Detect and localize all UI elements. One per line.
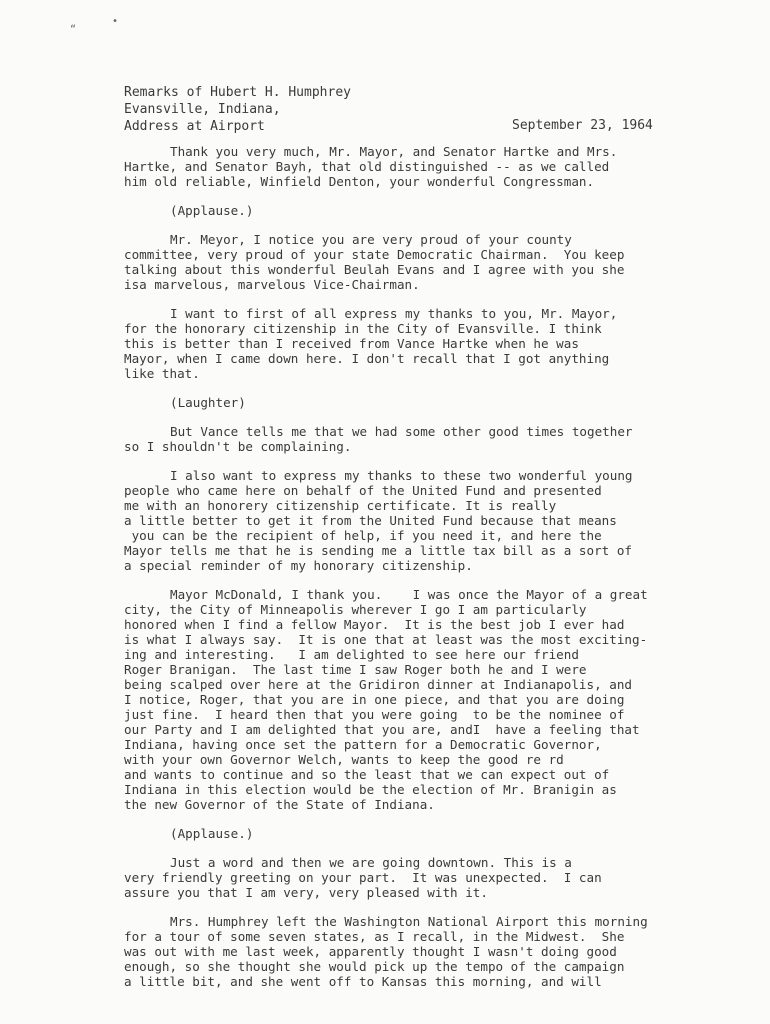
stray-mark: • — [112, 16, 119, 27]
text-line: (Laughter) — [170, 395, 246, 410]
paragraph — [124, 395, 744, 410]
text-line: Hartke, and Senator Bayh, that old distinguished -- as we called — [124, 159, 610, 174]
text-line: a little bit, and she went off to Kansas this morning, and will — [124, 974, 602, 989]
paragraph — [124, 306, 744, 381]
text-line: committee, very proud of your state Democratic Chairman. You keep — [124, 247, 625, 262]
text-line: a special reminder of my honorary citizenship. — [124, 558, 473, 573]
text-line: (Applause.) — [170, 203, 254, 218]
text-line: so I shouldn't be complaining. — [124, 439, 352, 454]
text-line: like that. — [124, 366, 200, 381]
stray-mark: “ — [70, 24, 77, 35]
text-line: very friendly greeting on your part. It was unexpected. I can — [124, 870, 602, 885]
paragraph — [124, 144, 744, 189]
text-line: ing and interesting. I am delighted to see here our friend — [124, 647, 579, 662]
text-line: But Vance tells me that we had some other good times together — [170, 424, 633, 439]
text-line: Mayor McDonald, I thank you. I was once the Mayor of a great — [170, 587, 648, 602]
document-body — [124, 144, 744, 1003]
text-line: Mayor tells me that he is sending me a little tax bill as a sort of — [124, 543, 632, 558]
paragraph — [124, 826, 744, 841]
text-line: Roger Branigan. The last time I saw Roger both he and I were — [124, 662, 587, 677]
text-line: Mayor, when I came down here. I don't recall that I got anything — [124, 351, 610, 366]
text-line: talking about this wonderful Beulah Evans and I agree with you she — [124, 262, 625, 277]
header-line: Evansville, Indiana, — [124, 102, 281, 117]
document-header — [124, 84, 351, 135]
text-line: I notice, Roger, that you are in one piece, and that you are doing — [124, 692, 625, 707]
paragraph — [124, 855, 744, 900]
header-line: Address at Airport — [124, 119, 265, 134]
header-line: Remarks of Hubert H. Humphrey — [124, 85, 351, 100]
text-line: (Applause.) — [170, 826, 254, 841]
paragraph — [124, 914, 744, 989]
text-line: just fine. I heard then that you were going to be the nominee of — [124, 707, 625, 722]
paragraph — [124, 587, 744, 812]
text-line: Indiana, having once set the pattern for a Democratic Governor, — [124, 737, 602, 752]
text-line: assure you that I am very, very pleased with it. — [124, 885, 488, 900]
text-line: Indiana in this election would be the election of Mr. Branigin as — [124, 782, 617, 797]
text-line: Mrs. Humphrey left the Washington National Airport this morning — [170, 914, 648, 929]
text-line: for the honorary citizenship in the City of Evansville. I think — [124, 321, 602, 336]
text-line: isa marvelous, marvelous Vice-Chairman. — [124, 277, 420, 292]
text-line: being scalped over here at the Gridiron dinner at Indianapolis, and — [124, 677, 632, 692]
text-line: this is better than I received from Vance Hartke when he was — [124, 336, 579, 351]
text-line: you can be the recipient of help, if you need it, and here the — [124, 528, 602, 543]
text-line: people who came here on behalf of the United Fund and presented — [124, 483, 602, 498]
text-line: honored when I find a fellow Mayor. It is the best job I ever had — [124, 617, 625, 632]
text-line: was out with me last week, apparently thought I wasn't doing good — [124, 944, 617, 959]
document-date: September 23, 1964 — [512, 118, 653, 133]
text-line: for a tour of some seven states, as I recall, in the Midwest. She — [124, 929, 625, 944]
text-line: enough, so she thought she would pick up the tempo of the campaign — [124, 959, 625, 974]
text-line: a little better to get it from the United Fund because that means — [124, 513, 617, 528]
text-line: the new Governor of the State of Indiana. — [124, 797, 435, 812]
paragraph — [124, 203, 744, 218]
text-line: our Party and I am delighted that you are, andI have a feeling that — [124, 722, 640, 737]
text-line: Just a word and then we are going downtown. This is a — [170, 855, 572, 870]
paragraph — [124, 468, 744, 573]
text-line: Thank you very much, Mr. Mayor, and Senator Hartke and Mrs. — [170, 144, 618, 159]
text-line: I also want to express my thanks to these two wonderful young — [170, 468, 633, 483]
text-line: me with an honorery citizenship certificate. It is really — [124, 498, 557, 513]
paragraph — [124, 424, 744, 454]
text-line: is what I always say. It is one that at least was the most exciting- — [124, 632, 648, 647]
text-line: and wants to continue and so the least that we can expect out of — [124, 767, 610, 782]
text-line: city, the City of Minneapolis wherever I go I am particularly — [124, 602, 587, 617]
text-line: him old reliable, Winfield Denton, your wonderful Congressman. — [124, 174, 595, 189]
paragraph — [124, 232, 744, 292]
text-line: with your own Governor Welch, wants to keep the good re rd — [124, 752, 564, 767]
text-line: I want to first of all express my thanks to you, Mr. Mayor, — [170, 306, 618, 321]
text-line: Mr. Meyor, I notice you are very proud of your county — [170, 232, 572, 247]
